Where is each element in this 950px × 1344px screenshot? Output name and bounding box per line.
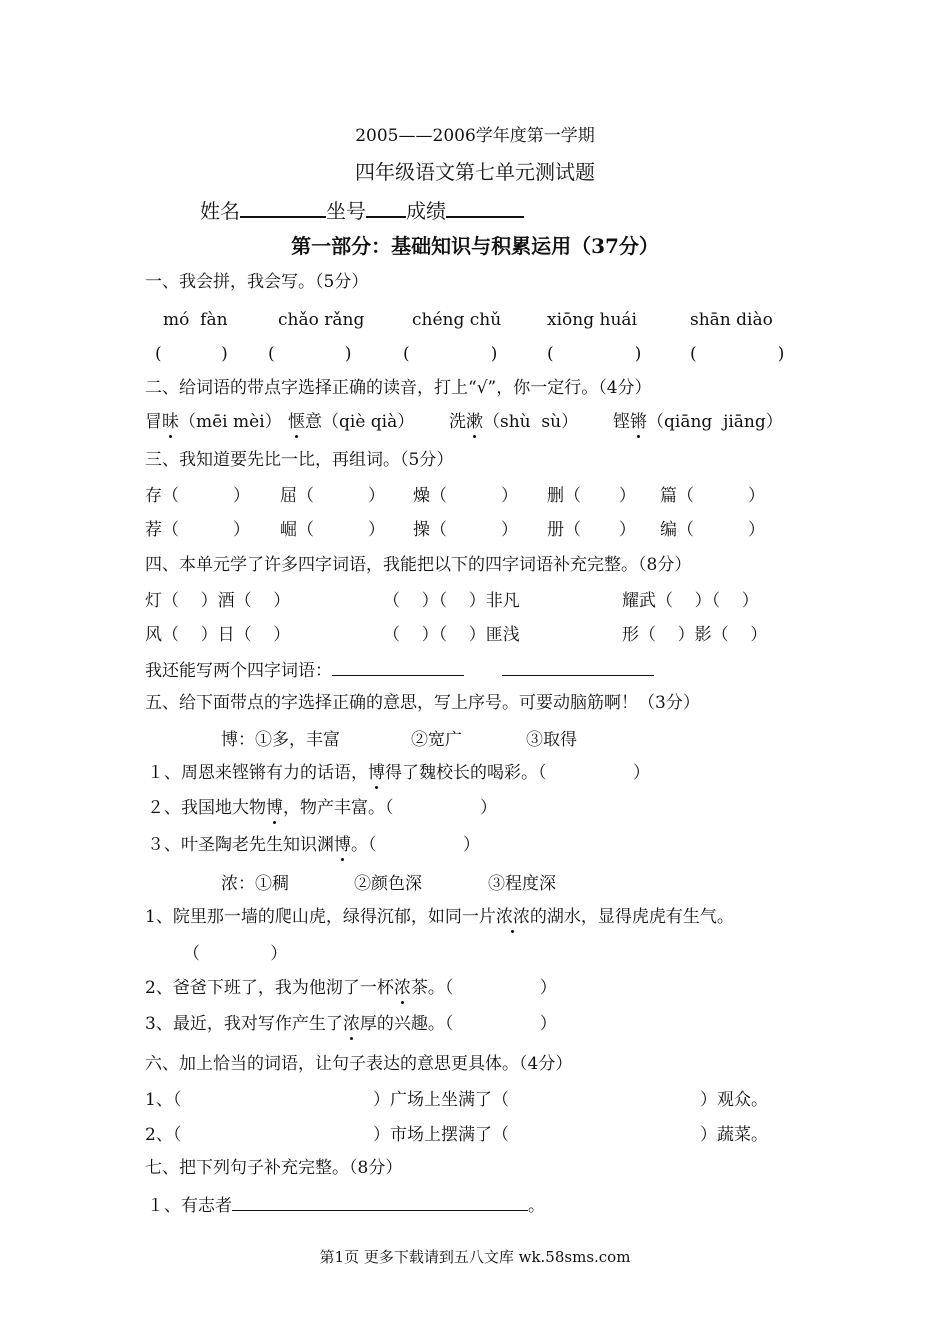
q6-num: 2、（ (145, 1125, 182, 1145)
meaning-option: ②颜色深 (354, 874, 422, 894)
char: 意 (305, 412, 322, 432)
pinyin-item: mó fàn (163, 310, 228, 330)
text: 。 (528, 1196, 545, 1216)
q5-item[interactable] (145, 905, 734, 929)
answer-paren[interactable]: ( ) (547, 344, 642, 364)
score-blank[interactable] (446, 196, 524, 218)
q6-mid[interactable]: ）市场上摆满了（ (373, 1125, 509, 1145)
dotted-char: 惬 (288, 412, 305, 432)
school-year: 2005——2006学年度第一学期 (355, 126, 595, 146)
q3-title: 三、我知道要先比一比，再组词。（5分） (145, 450, 454, 470)
answer-paren[interactable]: ( ) (403, 344, 498, 364)
char: 崛 (280, 520, 297, 540)
meaning-option: 浓：①稠 (221, 874, 289, 894)
compare-item[interactable]: 崛（ ） (280, 520, 386, 540)
meaning-option: ②宽广 (411, 730, 462, 750)
name-label: 姓名 (200, 199, 240, 223)
pinyin-options: （shù sù） (483, 412, 579, 432)
char: 存 (145, 486, 162, 506)
char: 操 (413, 520, 430, 540)
idiom-item[interactable]: （ ）（ ）匪浅 (383, 625, 520, 645)
part1-title: 第一部分：基础知识与积累运用（37分） (291, 234, 659, 258)
text: 茶。（ ） (410, 978, 557, 998)
char: 篇 (660, 486, 677, 506)
score-label: 成绩 (406, 199, 446, 223)
meaning-option: 博：①多，丰富 (221, 730, 340, 750)
pinyin-options: （qiāng jiāng） (647, 412, 783, 432)
q5-item[interactable] (145, 976, 557, 1000)
text: ，物产丰富。（ ） (283, 798, 497, 818)
q6-end[interactable]: ）蔬菜。 (700, 1125, 768, 1145)
q5-item[interactable] (145, 1012, 557, 1036)
q2-item[interactable] (288, 410, 414, 434)
answer-paren[interactable]: ( ) (268, 344, 352, 364)
pinyin-item: chǎo rǎng (278, 310, 365, 330)
q5-item[interactable] (147, 761, 650, 785)
dotted-char: 博 (266, 798, 283, 818)
compare-item[interactable]: 存（ ） (145, 486, 251, 506)
text: 2、爸爸下班了，我为他沏了一杯 (145, 978, 394, 998)
page-footer: 第1页 更多下载请到五八文库 wk.58sms.com (319, 1248, 631, 1266)
q6-end[interactable]: ）观众。 (700, 1090, 768, 1110)
idiom-blank[interactable] (332, 657, 464, 676)
char: 铿 (613, 412, 630, 432)
idiom-item[interactable]: 风（ ）日（ ） (145, 625, 291, 645)
idiom-item[interactable]: 灯（ ）酒（ ） (145, 591, 291, 611)
dotted-char: 昧 (162, 412, 179, 432)
pinyin-item: xiōng huái (547, 310, 637, 330)
q2-item[interactable] (145, 410, 282, 434)
dotted-char: 博 (368, 763, 385, 783)
text: １、周恩来铿锵有力的话语， (147, 763, 368, 783)
pinyin-item: shān diào (690, 310, 773, 330)
text: 1、院里那一墙的爬山虎，绿得沉郁，如同一片 (145, 907, 496, 927)
q6-mid[interactable]: ）广场上坐满了（ (373, 1090, 509, 1110)
q5-item[interactable] (147, 796, 497, 820)
sentence-blank[interactable] (232, 1192, 528, 1211)
idiom-item[interactable]: 耀武（ ）（ ） (622, 591, 759, 611)
idiom-item[interactable]: 形（ ）影（ ） (622, 625, 768, 645)
idiom-item[interactable]: （ ）（ ）非凡 (383, 591, 520, 611)
q6-num: 1、（ (145, 1090, 182, 1110)
dotted-char: 浓 (342, 1014, 360, 1034)
answer-paren[interactable]: （ ） (183, 944, 288, 964)
q5-title: 五、给下面带点的字选择正确的意思，写上序号。可要动脑筋啊！（3分） (145, 693, 700, 713)
extra-idioms-label: 我还能写两个四字词语： (145, 661, 332, 681)
q2-title: 二、给词语的带点字选择正确的读音，打上“√”，你一定行。（4分） (145, 378, 652, 398)
compare-item[interactable]: 屈（ ） (280, 486, 386, 506)
q5-item[interactable] (147, 833, 480, 857)
idiom-blank[interactable] (502, 657, 654, 676)
exam-title: 四年级语文第七单元测试题 (355, 160, 595, 184)
q7-title: 七、把下列句子补充完整。（8分） (145, 1158, 403, 1178)
meaning-option: ③程度深 (488, 874, 556, 894)
extra-idioms-line (145, 657, 654, 683)
text: 的湖水，显得虎虎有生气。 (529, 907, 734, 927)
compare-item[interactable]: 荐（ ） (145, 520, 251, 540)
q6-title: 六、加上恰当的词语，让句子表达的意思更具体。（4分） (145, 1054, 573, 1074)
answer-paren[interactable]: ( ) (155, 344, 228, 364)
text: 得了魏校长的喝彩。（ ） (385, 763, 650, 783)
seat-blank[interactable] (366, 196, 406, 218)
compare-item[interactable]: 删（ ） (547, 486, 636, 506)
text: 厚的兴趣。（ ） (359, 1014, 557, 1034)
compare-item[interactable]: 燥（ ） (413, 486, 519, 506)
compare-item[interactable]: 操（ ） (413, 520, 519, 540)
char: 删 (547, 486, 564, 506)
char: 冒 (145, 412, 162, 432)
char: 屈 (280, 486, 297, 506)
dotted-char: 漱 (466, 412, 483, 432)
q4-title: 四、本单元学了许多四字词语，我能把以下的四字词语补充完整。（8分） (145, 555, 692, 575)
char: 洗 (449, 412, 466, 432)
dotted-char: 浓浓 (495, 907, 530, 927)
text: ２、我国地大物 (147, 798, 266, 818)
compare-item[interactable]: 篇（ ） (660, 486, 766, 506)
char: 荐 (145, 520, 162, 540)
char: 编 (660, 520, 677, 540)
text: １、有志者 (147, 1196, 232, 1216)
dotted-char: 浓 (393, 978, 411, 998)
seat-label: 坐号 (326, 199, 366, 223)
char: 燥 (413, 486, 430, 506)
text: ３、叶圣陶老先生知识渊 (147, 835, 334, 855)
pinyin-options: （qiè qià） (322, 412, 415, 432)
text: 。（ ） (351, 835, 480, 855)
text: 3、最近，我对写作产生了 (145, 1014, 343, 1034)
char: 册 (547, 520, 564, 540)
meaning-option: ③取得 (526, 730, 577, 750)
student-info-line (200, 196, 524, 225)
compare-item[interactable]: 编（ ） (660, 520, 766, 540)
name-blank[interactable] (240, 196, 326, 218)
pinyin-options: （mēi mèi） (179, 412, 282, 432)
answer-paren[interactable]: ( ) (690, 344, 785, 364)
dotted-char: 博 (334, 835, 351, 855)
q2-item[interactable] (449, 410, 578, 434)
q7-item[interactable] (147, 1192, 545, 1218)
compare-item[interactable]: 册（ ） (547, 520, 636, 540)
q2-item[interactable] (613, 410, 783, 434)
dotted-char: 锵 (630, 412, 647, 432)
pinyin-item: chéng chǔ (412, 310, 502, 330)
q1-title: 一、我会拼，我会写。（5分） (145, 272, 369, 292)
